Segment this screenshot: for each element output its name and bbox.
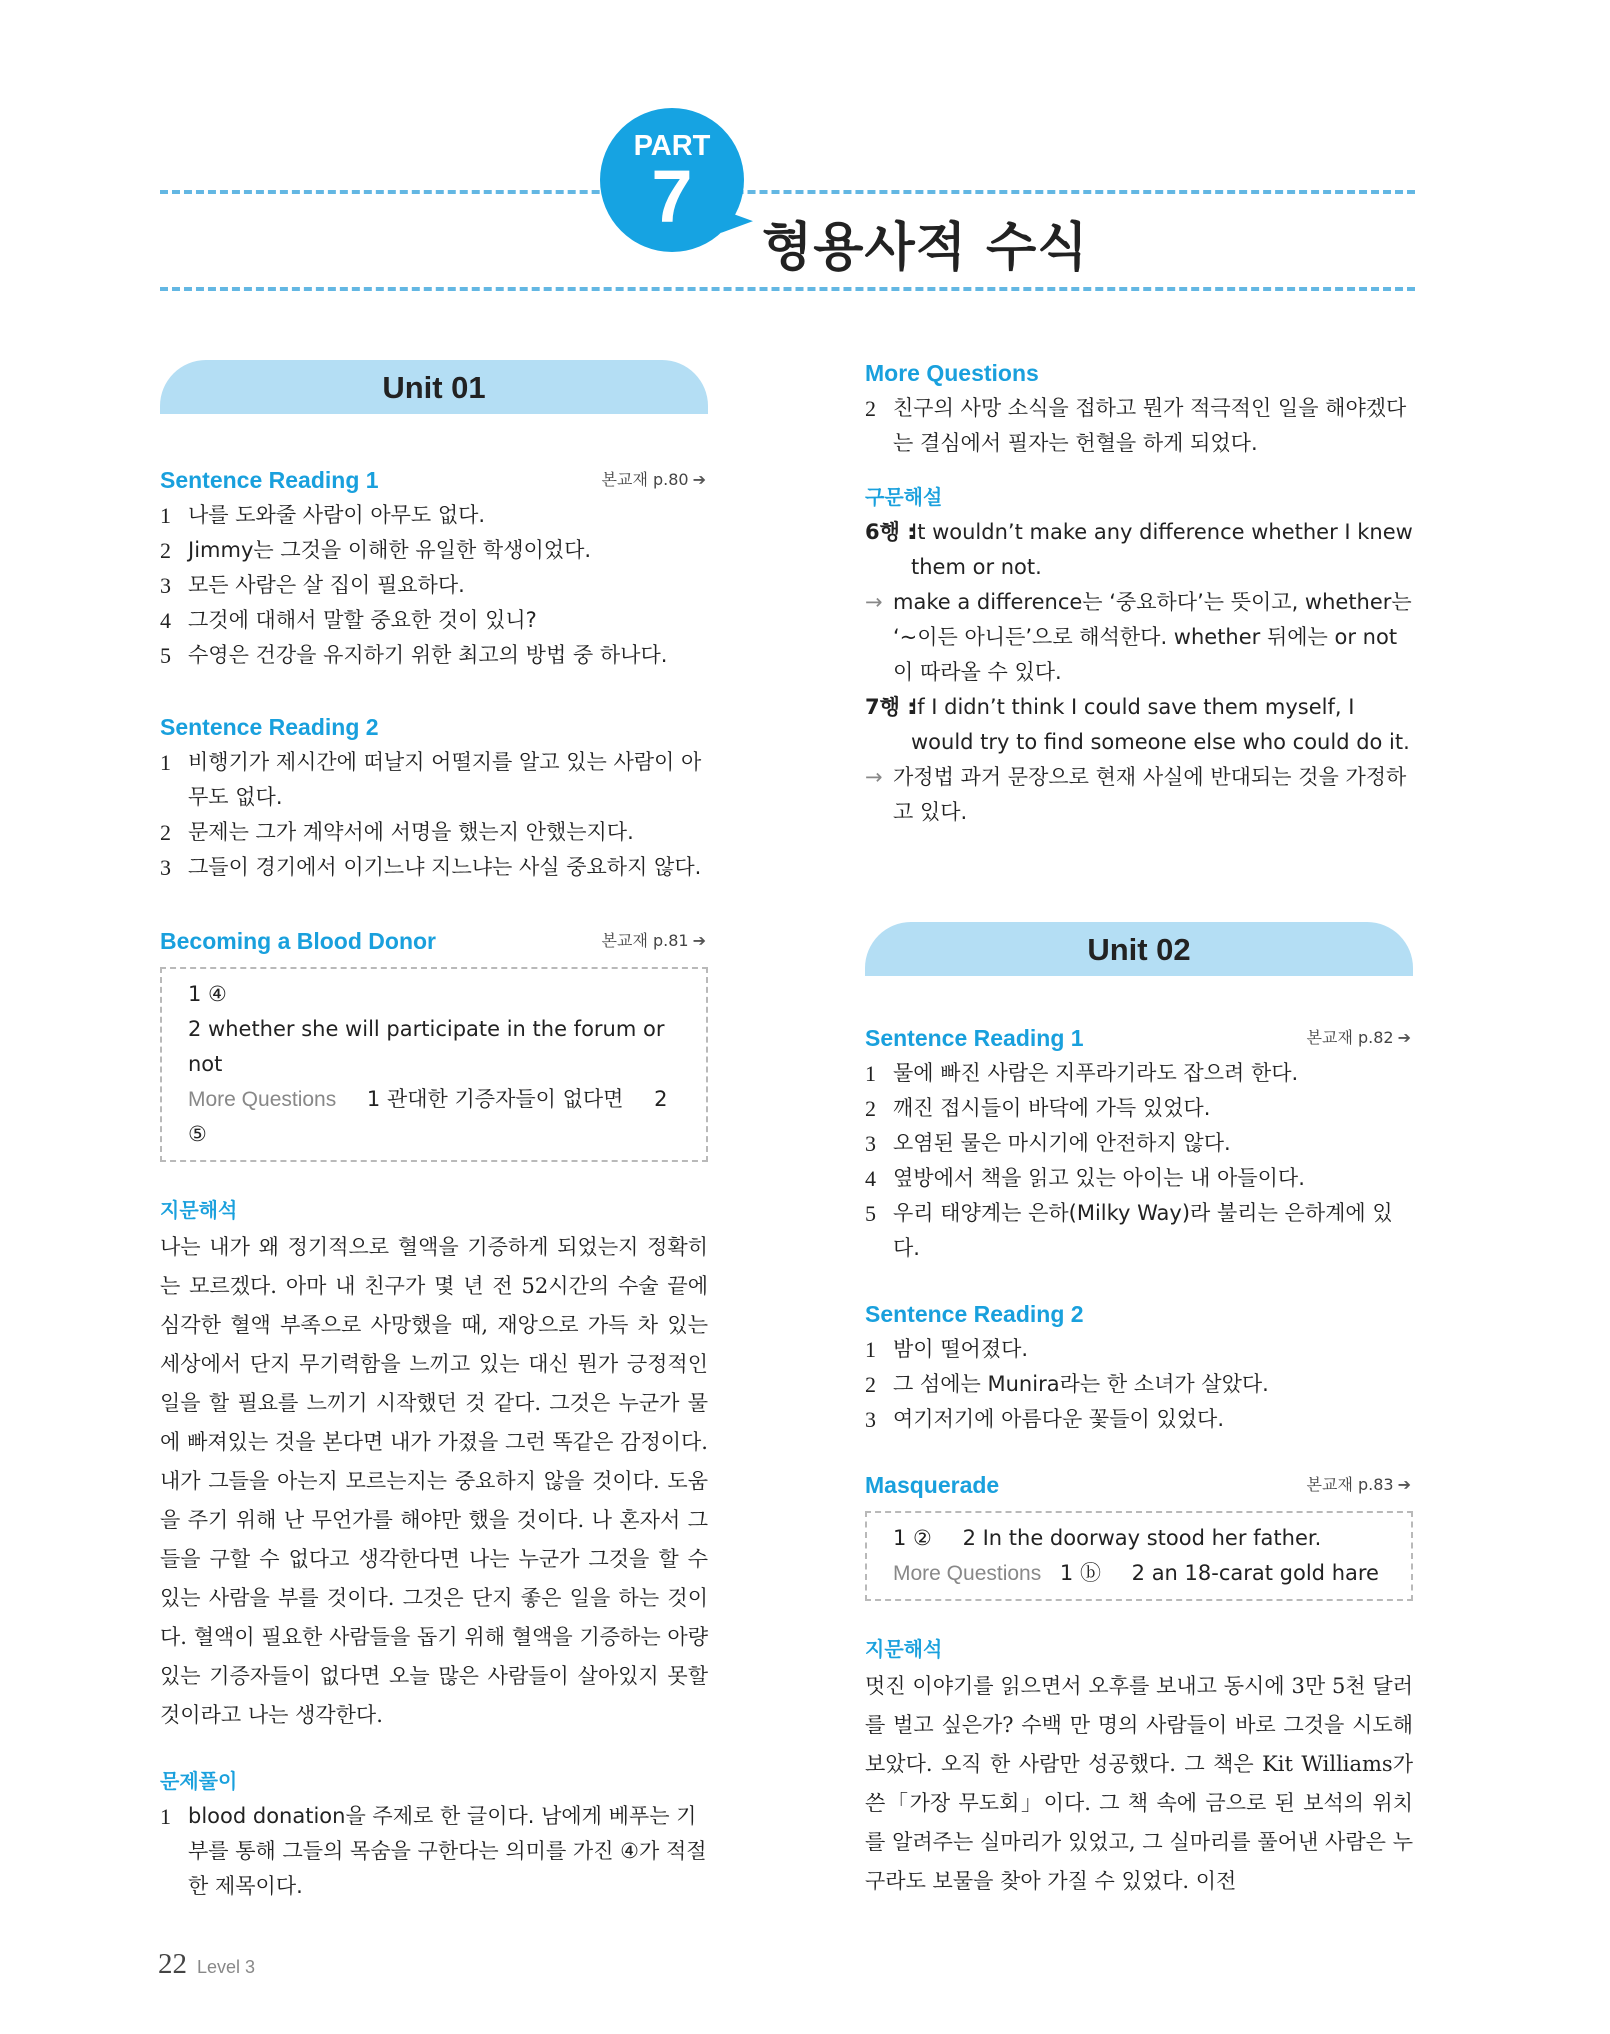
page-reference: 본교재 p.82 ➔ xyxy=(1306,1028,1411,1047)
page-reference: 본교재 p.81 ➔ xyxy=(601,931,706,950)
grammar-explanation: → make a difference는 ‘중요하다’는 뜻이고, whether는 ‘~이든 아니든’으로 해석한다. whether 뒤에는 or not이 따라올 수 있다. xyxy=(865,585,1413,690)
more-questions-heading: More Questions xyxy=(865,360,1039,386)
level-label: Level 3 xyxy=(197,1957,256,1977)
answer-2: 2 In the doorway stood her father. xyxy=(962,1526,1322,1550)
list-item: 3 여기저기에 아름다운 꽃들이 있었다. xyxy=(865,1407,1224,1432)
unit-01-banner: Unit 01 xyxy=(160,360,708,414)
page-reference: 본교재 p.80 ➔ xyxy=(601,470,706,489)
passage-translation: 나는 내가 왜 정기적으로 혈액을 기증하게 되었는지 정확히는 모르겠다. 아마 내 친구가 몇 년 전 52시간의 수술 끝에 심각한 혈액 부족으로 사망했을 때, 재앙으로 가득 차 있는 세상에서 단지 무기력함을 느끼고 있는 대신 뭔가 긍정적인 일을 할 필요를 느끼기 시작했던 것 같다. 그것은 누군가 물에 빠져있는 것을 본다면 내가 가졌을 그런 똑같은 감정이다. 내가 그들을 아는지 모르는지는 중요하지 않을 것이다. 도움을 주기 위해 난 무언가를 해야만 했을 것이다. 나 혼자서 그들을 구할 수 없다고 생각한다면 나는 누군가 그것을 할 수 있는 사람을 부를 것이다. 그것은 단지 좋은 일을 하는 것이다. 혈액이 필요한 사람들을 돕기 위해 혈액을 기증하는 아량 있는 기증자들이 없다면 오늘 많은 사람들이 살아있지 못할 것이라고 나는 생각한다. xyxy=(160,1235,708,1727)
more-questions-answers xyxy=(893,1556,1385,1591)
list-item: 3 오염된 물은 마시기에 안전하지 않다. xyxy=(865,1131,1231,1156)
list-item: 2 문제는 그가 계약서에 서명을 했는지 안했는지다. xyxy=(160,820,634,845)
section-header xyxy=(865,1467,1413,1503)
section-title: Sentence Reading 1 xyxy=(865,1025,1084,1051)
arrow-right-icon: ➔ xyxy=(692,931,706,950)
list-item: 1 blood donation을 주제로 한 글이다. 남에게 베푸는 기부를 통해 그들의 목숨을 구한다는 의미를 가진 ④가 적절한 제목이다. xyxy=(160,1804,707,1898)
section-title: Masquerade xyxy=(865,1472,1000,1498)
list-item: 4 옆방에서 책을 읽고 있는 아이는 내 아들이다. xyxy=(865,1166,1305,1191)
mq-answer-2: 2 ⑤ xyxy=(188,1087,668,1146)
mq-answer-2: 2 an 18-carat gold hare xyxy=(1131,1561,1379,1585)
answer-1: 1 ④ xyxy=(188,982,227,1006)
list-item: 4 그것에 대해서 말할 중요한 것이 있니? xyxy=(160,608,537,633)
part-badge xyxy=(600,108,744,252)
section-title: Becoming a Blood Donor xyxy=(160,928,436,954)
sentence-list xyxy=(160,745,708,885)
list-item: 2 Jimmy는 그것을 이해한 유일한 학생이었다. xyxy=(160,538,592,563)
page-number: 22 xyxy=(158,1948,187,1980)
jimun-heading: 지문해석 xyxy=(160,1198,238,1222)
part-label: PART xyxy=(633,130,711,162)
list-item: 3 모든 사람은 살 집이 필요하다. xyxy=(160,573,465,598)
arrow-right-icon: ➔ xyxy=(692,470,706,489)
section-header xyxy=(865,1020,1413,1056)
page-title: 형용사적 수식 xyxy=(762,218,1089,278)
arrow-right-icon: ➔ xyxy=(1397,1028,1411,1047)
list-item: 2 그 섬에는 Munira라는 한 소녀가 살았다. xyxy=(865,1372,1269,1397)
answer-2: 2 whether she will participate in the forum or not xyxy=(188,1017,665,1076)
page-reference: 본교재 p.83 ➔ xyxy=(1306,1475,1411,1494)
sentence-list xyxy=(865,1056,1413,1266)
section-title: Sentence Reading 1 xyxy=(160,467,379,493)
munje-heading: 문제풀이 xyxy=(160,1769,238,1793)
list-item: 2 깨진 접시들이 바닥에 가득 있었다. xyxy=(865,1096,1211,1121)
list-item: 1 나를 도와줄 사람이 아무도 없다. xyxy=(160,503,486,528)
more-questions-label: More Questions xyxy=(893,1562,1042,1585)
answer-box xyxy=(865,1511,1413,1601)
arrow-right-icon: ➔ xyxy=(1397,1475,1411,1494)
right-column xyxy=(865,355,1413,1901)
mq-answer-1: 1 ⓑ xyxy=(1059,1561,1101,1585)
header-dash-top xyxy=(160,190,1415,194)
section-title: Sentence Reading 2 xyxy=(160,714,379,740)
list-item: 5 수영은 건강을 유지하기 위한 최고의 방법 중 하나다. xyxy=(160,643,668,668)
unit-02-banner: Unit 02 xyxy=(865,922,1413,976)
answer-box xyxy=(160,967,708,1162)
list-item: 1 밤이 떨어졌다. xyxy=(865,1337,1029,1362)
list-item: 2 친구의 사망 소식을 접하고 뭔가 적극적인 일을 해야겠다는 결심에서 필자는 헌혈을 하게 되었다. xyxy=(865,396,1407,455)
more-questions-label: More Questions xyxy=(188,1088,337,1111)
answer-row xyxy=(893,1521,1385,1556)
list-item: 1 물에 빠진 사람은 지푸라기라도 잡으려 한다. xyxy=(865,1061,1299,1086)
list-item: 1 비행기가 제시간에 떠날지 어떨지를 알고 있는 사람이 아무도 없다. xyxy=(160,750,702,809)
answer-1: 1 ② xyxy=(893,1526,932,1550)
passage-translation: 멋진 이야기를 읽으면서 오후를 보내고 동시에 3만 5천 달러를 벌고 싶은가? 수백 만 명의 사람들이 바로 그것을 시도해 보았다. 오직 한 사람만 성공했다. 그 책은 Kit Williams가 쓴「가장 무도회」이다. 그 책 속에 금으로 된 보석의 위치를 알려주는 실마리가 있었고, 그 실마리를 풀어낸 사람은 누구라도 보물을 찾아 가질 수 있었다. 이전 xyxy=(865,1674,1413,1893)
jimun-heading: 지문해석 xyxy=(865,1637,943,1661)
section-title: Sentence Reading 2 xyxy=(865,1301,1084,1327)
mq-answer-1: 1 관대한 기증자들이 없다면 xyxy=(366,1087,624,1111)
list-item: 5 우리 태양계는 은하(Milky Way)라 불리는 은하계에 있다. xyxy=(865,1201,1393,1260)
section-header xyxy=(160,709,708,745)
arrow-icon: → xyxy=(865,765,883,789)
sentence-list xyxy=(865,1332,1413,1437)
part-number: 7 xyxy=(651,155,693,238)
grammar-note: 6행 : It wouldn’t make any difference whether I knew them or not. xyxy=(865,520,1413,579)
section-header xyxy=(160,923,708,959)
arrow-icon: → xyxy=(865,590,883,614)
gumun-heading: 구문해설 xyxy=(865,485,943,509)
page-footer xyxy=(158,1948,255,1981)
left-column xyxy=(160,360,708,1904)
section-header xyxy=(160,462,708,498)
grammar-note: 7행 : If I didn’t think I could save them myself, I would try to find someone else who could do it. xyxy=(865,695,1410,754)
sentence-list xyxy=(160,498,708,673)
more-questions-answers xyxy=(188,1082,680,1152)
grammar-explanation: → 가정법 과거 문장으로 현재 사실에 반대되는 것을 가정하고 있다. xyxy=(865,760,1413,830)
section-header xyxy=(865,1296,1413,1332)
list-item: 3 그들이 경기에서 이기느냐 지느냐는 사실 중요하지 않다. xyxy=(160,855,702,880)
header-dash-bottom xyxy=(160,287,1415,291)
